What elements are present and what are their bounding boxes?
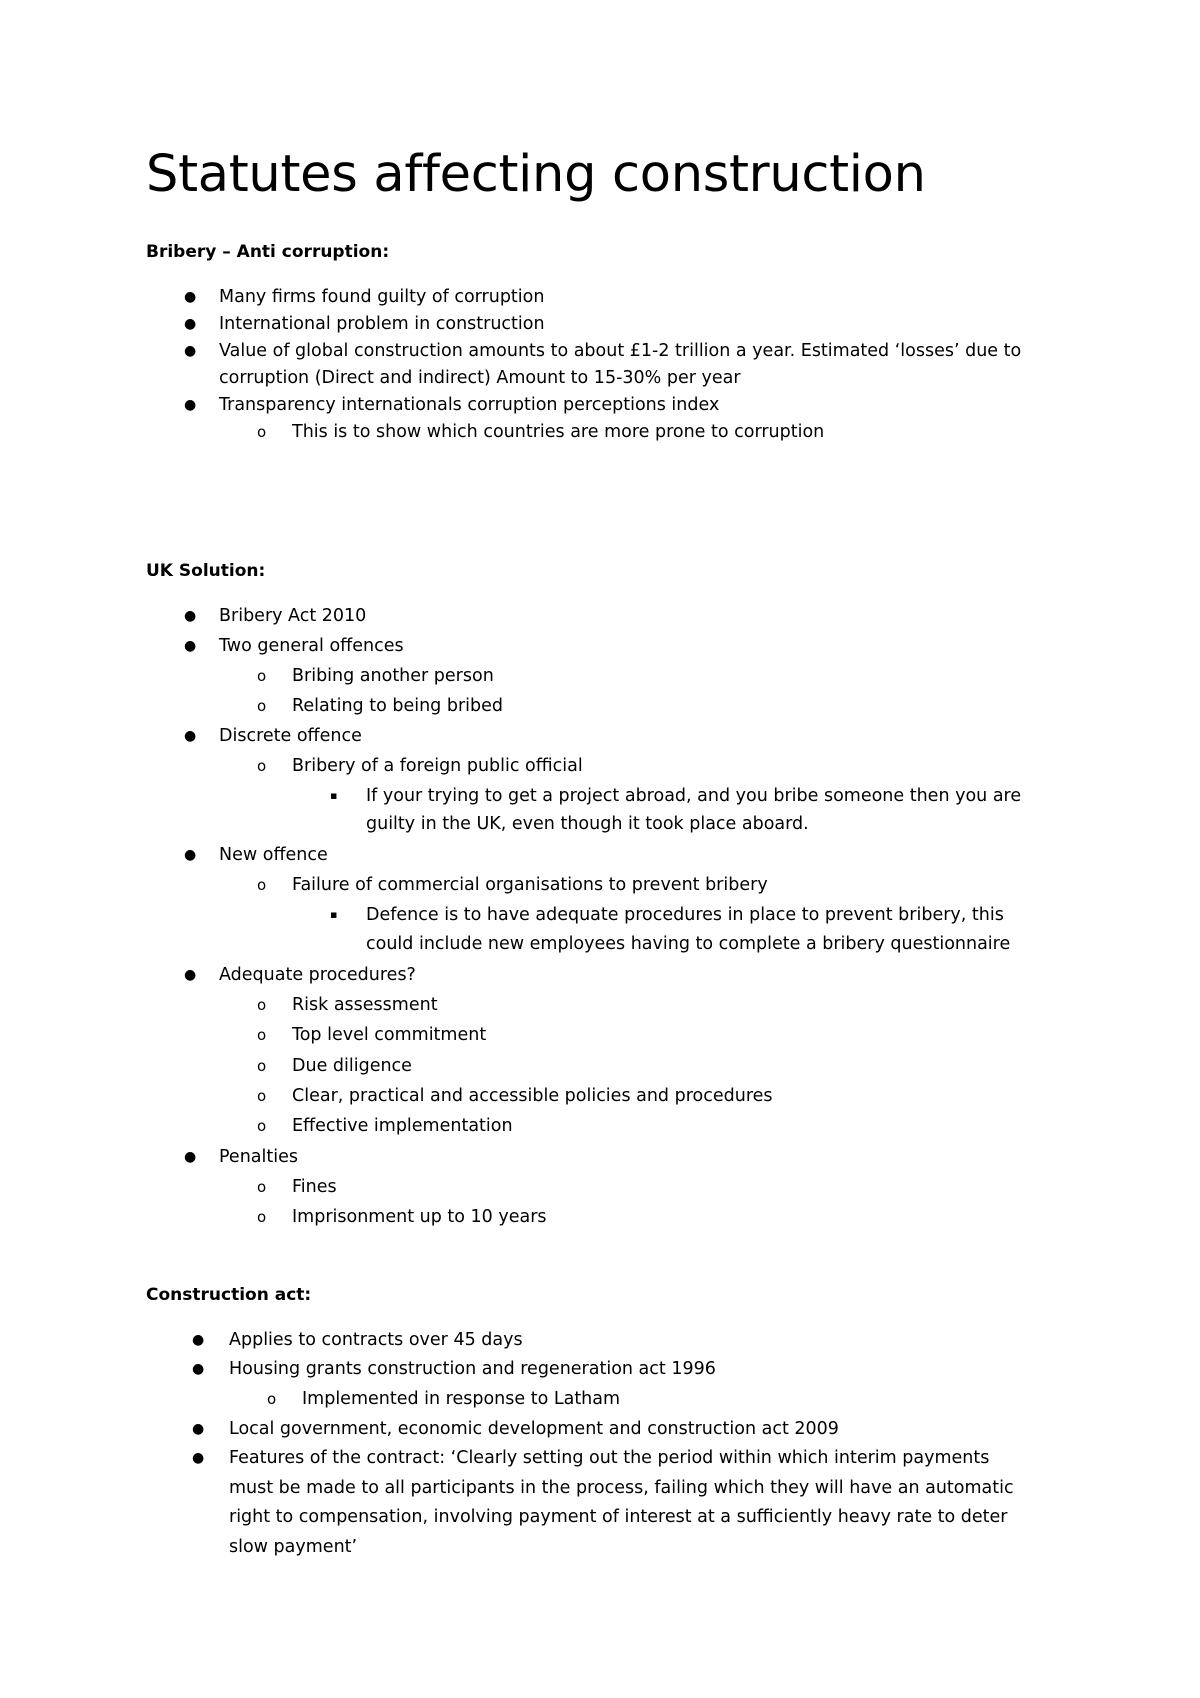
list-item: Many firms found guilty of corruption [219,287,545,307]
list-item: Transparency internationals corruption perceptions index [219,395,720,415]
list-item: Value of global construction amounts to about £1-2 trillion a year. Estimated ‘losses’ due to [219,341,1022,361]
list-item: Features of the contract: ‘Clearly setting out the period within which interim payments [229,1448,990,1468]
page-title: Statutes affecting construction [146,145,926,204]
sub-list-item: Bribing another person [292,666,494,686]
section-heading-bribery: Bribery – Anti corruption: [146,242,390,262]
list-item: Applies to contracts over 45 days [229,1330,523,1350]
sub-sub-list-item: If your trying to get a project abroad, and you bribe someone then you are [366,786,1022,806]
sub-bullet-icon: o [257,1178,267,1196]
list-item: Two general offences [219,636,404,656]
bullet-icon: ● [184,289,197,305]
sub-bullet-icon: o [257,757,267,775]
sub-bullet-icon: o [257,876,267,894]
sub-bullet-icon: o [257,996,267,1014]
bullet-icon: ● [192,1450,205,1466]
bullet-icon: ● [184,343,197,359]
sub-bullet-icon: o [257,1057,267,1075]
bullet-icon: ● [184,728,197,744]
bullet-icon: ● [184,638,197,654]
sub-list-item: Relating to being bribed [292,696,503,716]
section-heading-construction-act: Construction act: [146,1285,312,1305]
bullet-icon: ● [184,316,197,332]
list-item-continuation: must be made to all participants in the process, failing which they will have an automatic [229,1478,1014,1498]
square-bullet-icon: ▪ [330,789,338,802]
sub-list-item: Risk assessment [292,995,438,1015]
list-item: Local government, economic development and construction act 2009 [229,1419,839,1439]
list-item: Housing grants construction and regeneration act 1996 [229,1359,716,1379]
sub-list-item: Top level commitment [292,1025,487,1045]
sub-list-item: Due diligence [292,1056,412,1076]
sub-list-item: This is to show which countries are more prone to corruption [292,422,825,442]
sub-list-item: Imprisonment up to 10 years [292,1207,547,1227]
list-item-continuation: corruption (Direct and indirect) Amount to 15-30% per year [219,368,741,388]
sub-bullet-icon: o [257,1117,267,1135]
sub-list-item: Clear, practical and accessible policies and procedures [292,1086,773,1106]
bullet-icon: ● [184,608,197,624]
sub-list-item: Effective implementation [292,1116,513,1136]
square-bullet-icon: ▪ [330,908,338,921]
list-item-continuation: right to compensation, involving payment of interest at a sufficiently heavy rate to deter [229,1507,1008,1527]
sub-bullet-icon: o [257,1087,267,1105]
list-item: Adequate procedures? [219,965,416,985]
sub-bullet-icon: o [257,423,267,441]
sub-bullet-icon: o [257,1026,267,1044]
sub-list-item: Fines [292,1177,337,1197]
sub-bullet-icon: o [257,697,267,715]
bullet-icon: ● [192,1332,205,1348]
sub-list-item: Bribery of a foreign public official [292,756,583,776]
bullet-icon: ● [184,967,197,983]
sub-bullet-icon: o [267,1390,277,1408]
section-heading-uk-solution: UK Solution: [146,561,266,581]
bullet-icon: ● [192,1421,205,1437]
sub-sub-list-item-continuation: could include new employees having to complete a bribery questionnaire [366,934,1011,954]
sub-sub-list-item-continuation: guilty in the UK, even though it took place aboard. [366,814,809,834]
list-item: Bribery Act 2010 [219,606,367,626]
list-item: International problem in construction [219,314,545,334]
bullet-icon: ● [192,1361,205,1377]
sub-list-item: Implemented in response to Latham [302,1389,621,1409]
list-item: New offence [219,845,328,865]
sub-sub-list-item: Defence is to have adequate procedures in place to prevent bribery, this [366,905,1004,925]
list-item: Penalties [219,1147,298,1167]
sub-list-item: Failure of commercial organisations to prevent bribery [292,875,768,895]
bullet-icon: ● [184,397,197,413]
sub-bullet-icon: o [257,667,267,685]
sub-bullet-icon: o [257,1208,267,1226]
list-item: Discrete offence [219,726,362,746]
bullet-icon: ● [184,1149,197,1165]
bullet-icon: ● [184,847,197,863]
list-item-continuation: slow payment’ [229,1537,358,1557]
